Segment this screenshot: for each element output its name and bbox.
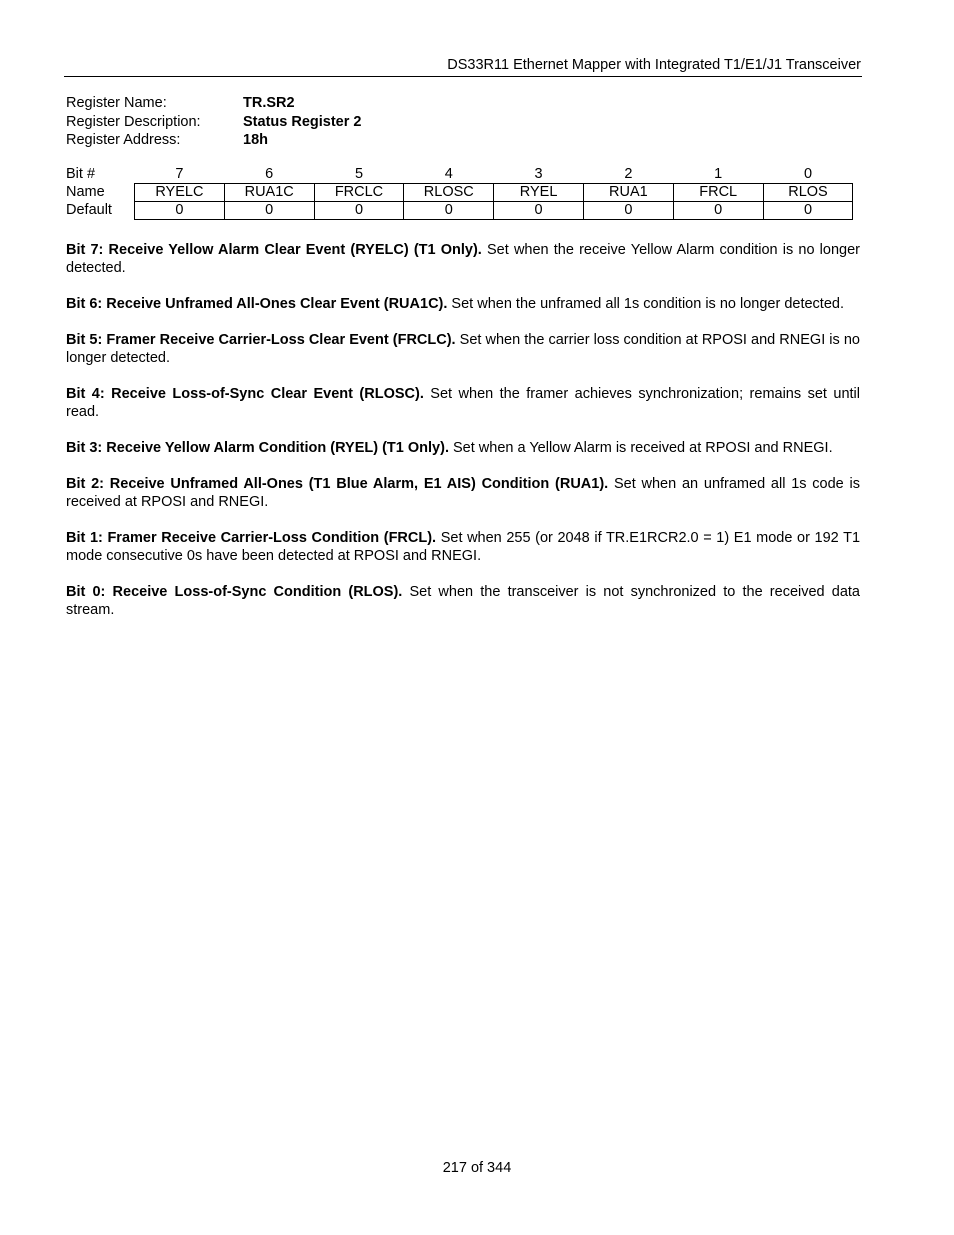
bit-number-cell: 0	[803, 166, 813, 182]
bit-name-cell: RYEL	[494, 184, 584, 202]
page-number: 217 of 344	[442, 1160, 512, 1176]
bit-description	[66, 475, 860, 511]
bit-number-cell: 2	[624, 166, 633, 182]
bit-description-title: Bit 0: Receive Loss-of-Sync Condition (RLOS).	[66, 584, 403, 600]
bit-descriptions	[66, 241, 860, 637]
bit-description-text: Set when the unframed all 1s condition is no longer detected.	[447, 296, 844, 312]
bit-description-title: Bit 1: Framer Receive Carrier-Loss Condition (FRCL).	[66, 530, 437, 546]
bit-default-cell: 0	[494, 202, 584, 220]
bit-description	[66, 331, 860, 367]
bit-description-text: Set when 255 (or 2048 if TR.E1RCR2.0 = 1) E1 mode or 192 T1 mode consecutive 0s have been detected at RPOSI and RNEGI.	[66, 530, 861, 564]
bit-name-cell: RLOSC	[404, 184, 494, 202]
register-name-row	[66, 94, 361, 113]
bit-name-label: Name	[66, 184, 105, 200]
bit-name-row	[66, 184, 853, 202]
bit-description	[66, 385, 860, 421]
bit-default-cell: 0	[763, 202, 853, 220]
bit-description-title: Bit 4: Receive Loss-of-Sync Clear Event (RLOSC).	[66, 386, 424, 402]
register-description-row	[66, 113, 361, 132]
bit-description-title: Bit 2: Receive Unframed All-Ones (T1 Blue Alarm, E1 AIS) Condition (RUA1).	[66, 476, 609, 492]
register-name-value: TR.SR2	[243, 95, 295, 111]
bit-default-label: Default	[66, 202, 112, 218]
bit-description-text: Set when an unframed all 1s code is received at RPOSI and RNEGI.	[66, 476, 860, 510]
bit-table	[66, 166, 853, 220]
register-description-label: Register Description:	[66, 113, 201, 130]
bit-name-cell: RUA1	[583, 184, 673, 202]
bit-name-cell: RLOS	[763, 184, 853, 202]
bit-description-text: Set when the carrier loss condition at RPOSI and RNEGI is no longer detected.	[66, 332, 860, 366]
bit-number-cell: 5	[354, 166, 364, 182]
bit-number-cell: 4	[444, 166, 453, 182]
bit-number-row	[66, 166, 853, 184]
document-header-title: DS33R11 Ethernet Mapper with Integrated T1/E1/J1 Transceiver	[447, 57, 861, 73]
bit-default-cell: 0	[404, 202, 494, 220]
bit-number-cell: 1	[714, 166, 723, 182]
bit-default-cell: 0	[673, 202, 763, 220]
bit-name-cell: FRCL	[673, 184, 763, 202]
bit-default-row	[66, 202, 853, 220]
bit-description-title: Bit 3: Receive Yellow Alarm Condition (RYEL) (T1 Only).	[66, 440, 449, 456]
bit-default-cell: 0	[135, 202, 225, 220]
bit-description-title: Bit 7: Receive Yellow Alarm Clear Event (RYELC) (T1 Only).	[66, 242, 482, 258]
bit-description-text: Set when the framer achieves synchronization; remains set until read.	[66, 386, 860, 420]
register-address-label: Register Address:	[66, 132, 181, 148]
header-divider	[64, 76, 862, 77]
bit-number-cell: 7	[175, 166, 184, 182]
bit-description	[66, 295, 860, 313]
bit-default-cell: 0	[583, 202, 673, 220]
register-name-label: Register Name:	[66, 95, 167, 111]
bit-name-cell: RYELC	[135, 184, 225, 202]
register-info	[66, 94, 361, 150]
bit-description-title: Bit 5: Framer Receive Carrier-Loss Clear Event (FRCLC).	[66, 332, 456, 348]
bit-number-cell: 6	[265, 166, 274, 182]
register-address-value: 18h	[243, 132, 268, 148]
bit-number-cell: 3	[534, 166, 543, 182]
bit-description	[66, 529, 860, 565]
register-description-value: Status Register 2	[243, 113, 362, 130]
bit-description-text: Set when a Yellow Alarm is received at RPOSI and RNEGI.	[448, 440, 833, 456]
bit-description	[66, 583, 860, 619]
bit-description-text: Set when the receive Yellow Alarm condition is no longer detected.	[66, 242, 860, 276]
bit-name-cell: RUA1C	[224, 184, 314, 202]
bit-default-cell: 0	[224, 202, 314, 220]
register-address-row	[66, 131, 361, 150]
bit-default-cell: 0	[314, 202, 404, 220]
bit-number-label: Bit #	[66, 166, 96, 183]
bit-description	[66, 241, 860, 277]
bit-name-cell: FRCLC	[314, 184, 404, 202]
bit-description-title: Bit 6: Receive Unframed All-Ones Clear Event (RUA1C).	[66, 296, 448, 312]
bit-description-text: Set when the transceiver is not synchronized to the received data stream.	[66, 584, 860, 618]
bit-description	[66, 439, 860, 457]
